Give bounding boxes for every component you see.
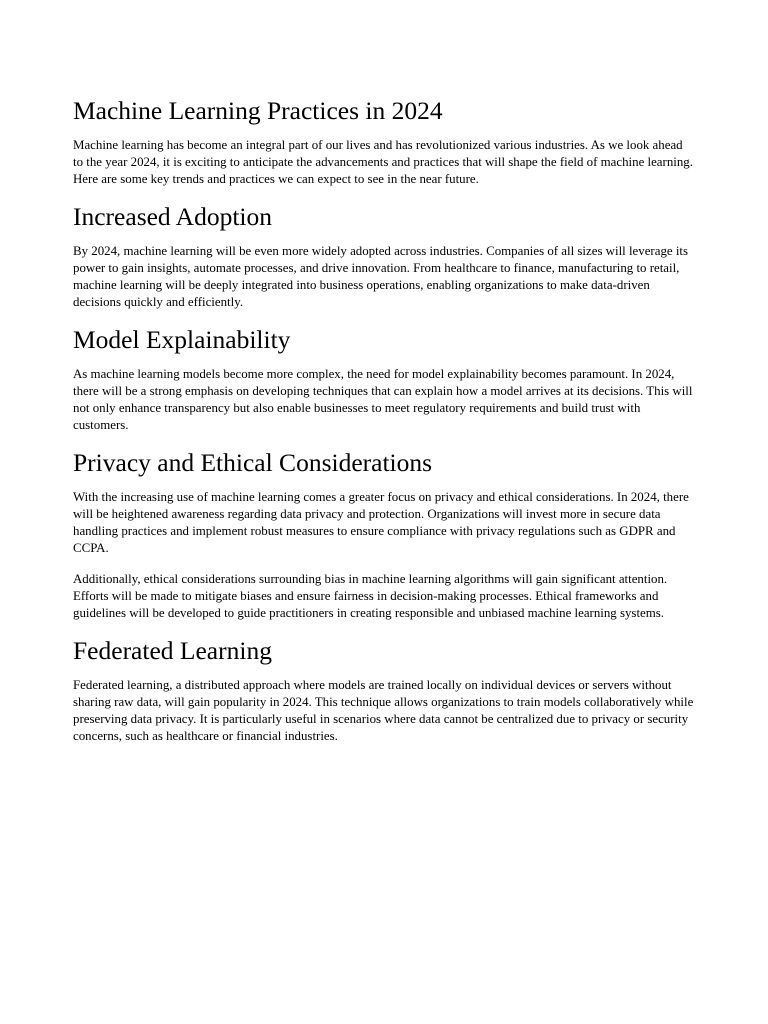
section-paragraph: By 2024, machine learning will be even more widely adopted across industries. Companies of all sizes will leverage its power to gain insights, automate processes, and drive innovation. From healthcare to finance, manufacturing to retail, machine learning will be deeply integrated into business operations, enabling organizations to make data-driven decisions quickly and efficiently. [73,244,689,310]
page-title: Machine Learning Practices in 2024 [73,96,443,125]
section-paragraph: Federated learning, a distributed approach where models are trained locally on individual devices or servers without sharing raw data, will gain popularity in 2024. This technique allows organizations to train models collaboratively while preserving data privacy. It is particularly useful in scenarios where data cannot be centralized due to privacy or security concerns, such as healthcare or financial industries. [73,677,694,743]
section-privacy-ethics [73,448,695,622]
intro-paragraph: Machine learning has become an integral part of our lives and has revolutionized various industries. As we look ahead to the year 2024, it is exciting to anticipate the advancements and practices that will shape the field of machine learning. Here are some key trends and practices we can expect to see in the near future. [73,138,693,187]
section-paragraph: As machine learning models become more complex, the need for model explainability becomes paramount. In 2024, there will be a strong emphasis on developing techniques that can explain how a model arrives at its decisions. This will not only enhance transparency but also enable businesses to meet regulatory requirements and build trust with customers. [73,367,693,432]
section-heading: Privacy and Ethical Considerations [73,447,433,477]
section-heading: Federated Learning [73,635,272,665]
section-increased-adoption [73,202,695,311]
section-paragraph: With the increasing use of machine learning comes a greater focus on privacy and ethical considerations. In 2024, there will be heightened awareness regarding data privacy and protection. Organizations will invest more in secure data handling practices and implement robust measures to ensure compliance with privacy regulations such as GDPR and CCPA. [73,490,689,555]
section-model-explainability [73,325,695,434]
section-federated-learning [73,636,695,745]
section-heading: Increased Adoption [73,202,272,232]
section-paragraph: Additionally, ethical considerations surrounding bias in machine learning algorithms will gain significant attention. Efforts will be made to mitigate biases and ensure fairness in decision-making processes. Ethical frameworks and guidelines will be developed to guide practitioners in creating responsible and unbiased machine learning systems. [73,571,668,620]
section-heading: Model Explainability [73,324,291,354]
